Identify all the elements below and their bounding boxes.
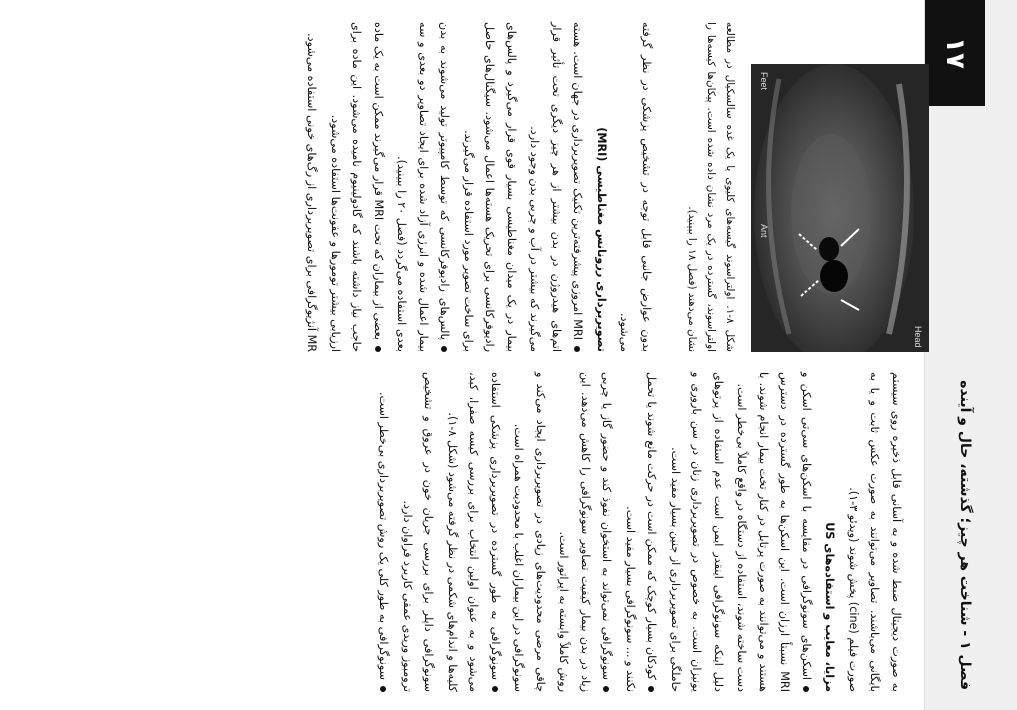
paragraph: بیمار در یک میدان مغناطیسی بسیار قوی قرار می‌گیرد و پالس‌های رادیوفرکانسی برای تحریک هسته‌ها اعمال می‌شود. سیگنال‌های حاصل برای ساخت تصویر مورد استفاده قرار می‌گیرند. <box>462 22 518 352</box>
right-text-column <box>371 372 907 692</box>
paragraph: سونوگرافی به طور کلی یک روش تصویربرداری بی‌خطر است. <box>373 372 395 692</box>
paragraph: بعضی از بیماران که تحت MRI قرار می‌گیرند ممکن است به یک ماده حاجب نیاز داشته باشند که گادولینیوم نامیده می‌شود. این ماده برای ارزیابی بیشتر تومورها و عفونت‌ها استفاده می‌شود. <box>329 22 385 352</box>
paragraph: بدون عوارض جانبی قابل توجه در تشخیص پزشکی در نظر گرفته می‌شود. <box>618 22 653 352</box>
paragraph: سونوگرافی نمی‌تواند به استخوان نفوذ کند و حضور گاز یا چربی زیاد در بدن بیمار کیفیت تصاویر سونوگرافی را کاهش می‌دهد. این روش کاملاً وابسته به اپراتور است. <box>557 372 614 692</box>
bullet-icon <box>803 686 809 692</box>
figure-label-feet: Feet <box>759 72 769 91</box>
chapter-title: فصل ۱ - شناخت هر چیز؛ گذشته، حال و آینده <box>957 380 973 690</box>
paragraph: چاقی مرضی محدودیت‌های زیادی در تصویربرداری ایجاد می‌کند و سونوگرافی در این بیماران اغلب با محدودیت همراه است. <box>512 372 547 692</box>
figure-caption: شکل ۸-۱. اولتراسوند گیسه‌های کلیوی یا یک غده سالسکیال در مطالعه اولتراسوند، گسترده در یک مرد نشان داده شده است. پیکان‌ها کیسه‌ها را نشان می‌دهند (فصل ۱۸ را ببینید). <box>686 22 736 352</box>
paragraph: دلیل اینکه سونوگرافی اینقدر ایمن است عدم استفاده از پرتوهای یونیزان است. به خصوص در تصویربرداری زنان در سن باروری و حاملگی برای تصویربرداری از جنین بسیار مفید است. <box>669 372 725 692</box>
paragraph: سونوگرافی داپلر برای بررسی جریان خون در عروق و تشخیص ترومبوز وریدی عمقی کاربرد فراوان دارد. <box>401 372 436 692</box>
paragraph: MRI امروزی پیشرفته‌ترین تکنیک تصویربرداری در جهان است. هسته اتم‌های هیدروژن در بدن بیشتر از هر چیز دیگری تحت تأثیر قرار می‌گیرند که بیشتر در آب و چربی بدن وجود دارد. <box>528 22 585 352</box>
paragraph: اسکن‌های سونوگرافی در مقایسه با اسکن‌های سی‌تی اسکن و MRI نسبتاً ارزان است. این اسکن‌ها به طور گسترده در دسترس هستند و می‌توانند به صورت پرتابل در کنار تخت بیمار انجام شوند. با دست ساخته شوند، استفاده از دستگاه در واقع کاملاً بی‌خطر است. <box>735 372 813 692</box>
bullet-icon <box>442 346 448 352</box>
paragraph: سونوگرافی به طور گسترده در تصویربرداری پزشکی استفاده می‌شود و به عنوان اولین انتخاب برای بررسی کیسه صفرا، کبد، کلیه‌ها و اندام‌های شکمی در نظر گرفته می‌شود (شکل ۸-۱). <box>446 372 502 692</box>
cyst-shape <box>820 260 848 292</box>
paragraph: MR آنژیوگرافی برای تصویربرداری از رگ‌های خونی استفاده می‌شود. <box>305 33 319 352</box>
ultrasound-figure <box>751 64 929 352</box>
bullet-icon <box>575 346 581 352</box>
figure-label-ant: Ant <box>759 224 769 238</box>
bullet-icon <box>649 686 655 692</box>
bullet-icon <box>375 346 381 352</box>
section-title-mri: تصویربرداری رزونانس مغناطیسی (MRI) <box>595 127 608 352</box>
paragraph: کودکان بسیار کوچک که ممکن است در حرکت مانع شوند یا تحمل نکنند و ... سونوگرافی بسیار مفید است. <box>624 372 659 692</box>
bullet-icon <box>381 686 387 692</box>
figure-label-head: Head <box>913 326 923 348</box>
ultrasound-image <box>751 64 929 352</box>
left-text-column <box>299 22 657 352</box>
page-number: ۱۷ <box>925 0 985 106</box>
bullet-icon <box>604 686 610 692</box>
paragraph: پالس‌های رادیوفرکانسی که توسط کامپیوتر تولید می‌شوند به بدن بیمار اعمال شده و انرژی آزاد شده برای ایجاد تصاویر دو بعدی و سه بعدی استفاده می‌گردد (فصل ۲۰ را ببینید). <box>395 22 452 352</box>
bullet-icon <box>492 686 498 692</box>
section-title-us: مزایا، معایب و استفاده‌های US <box>823 522 837 692</box>
cyst-shape <box>819 237 839 261</box>
intro-paragraph: به صورت دیجیتال ضبط شده و به آسانی قابل ذخیره روی سیستم بایگانی می‌باشند. تصاویر می‌توانند به صورت عکس ثابت و یا به صورت فیلم (cine) پخش شوند (ویدئو ۳-۱). <box>847 372 903 692</box>
